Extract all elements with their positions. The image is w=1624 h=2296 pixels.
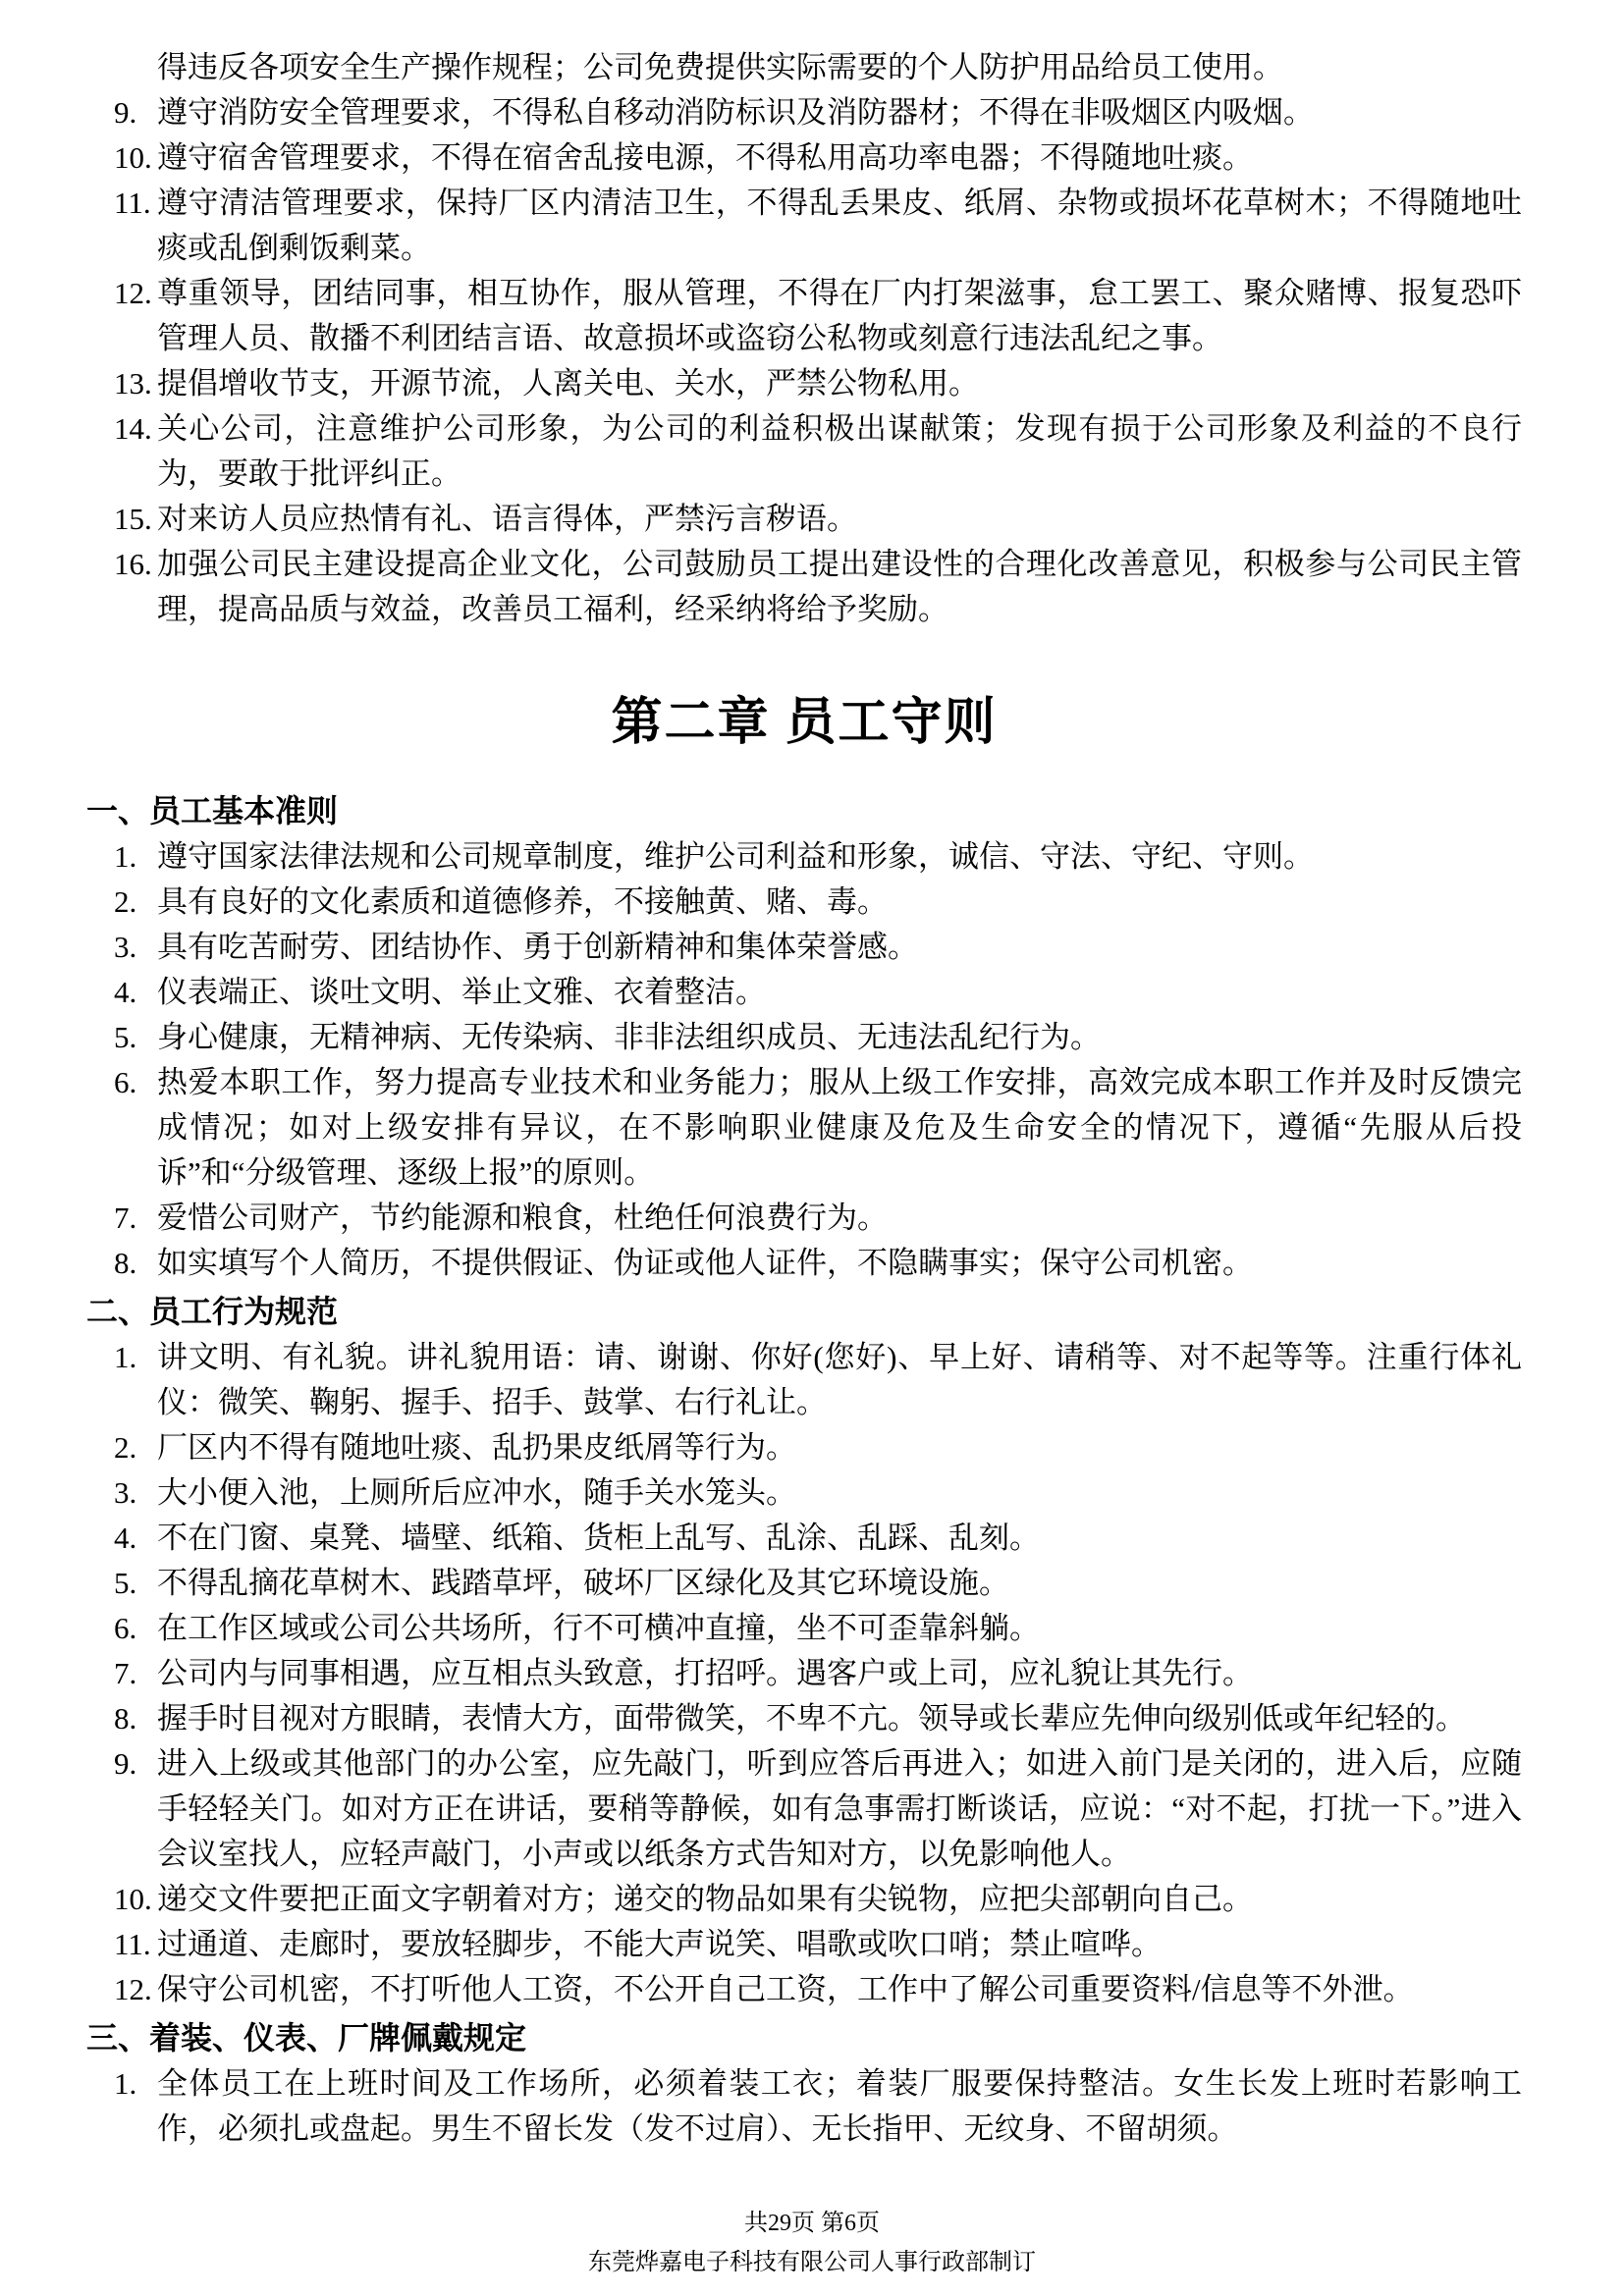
- item-number: 16.: [114, 547, 152, 581]
- item-text: 进入上级或其他部门的办公室，应先敲门，听到应答后再进入；如进入前门是关闭的，进入后，应随手轻轻关门。如对方正在讲话，要稍等静候，如有急事需打断谈话，应说：“对不起，打扰一下。”进入会议室找人，应轻声敲门，小声或以纸条方式告知对方，以免影响他人。: [157, 1746, 1522, 1871]
- list-item: [86, 2061, 1522, 2152]
- item-number: 7.: [114, 1656, 137, 1690]
- list-item: [86, 1241, 1522, 1286]
- item-text: 握手时目视对方眼睛，表情大方，面带微笑，不卑不亢。领导或长辈应先伸向级别低或年纪轻的。: [157, 1701, 1466, 1735]
- list-item: [86, 1335, 1522, 1425]
- list-item: [86, 925, 1522, 970]
- item-text: 爱惜公司财产，节约能源和粮食，杜绝任何浪费行为。: [157, 1201, 888, 1235]
- list-item-14: [86, 406, 1522, 497]
- item-number: 1.: [114, 1340, 137, 1374]
- list-item: [86, 1015, 1522, 1060]
- item-text: 仪表端正、谈吐文明、举止文雅、衣着整洁。: [157, 975, 766, 1009]
- list-item: [86, 1425, 1522, 1470]
- list-item: [86, 1606, 1522, 1651]
- list-item: [86, 880, 1522, 925]
- item-text: 过通道、走廊时，要放轻脚步，不能大声说笑、唱歌或吹口哨；禁止喧哗。: [157, 1927, 1162, 1961]
- item-text: 热爱本职工作，努力提高专业技术和业务能力；服从上级工作安排，高效完成本职工作并及时反馈完成情况；如对上级安排有异议，在不影响职业健康及危及生命安全的情况下，遵循“先服从后投诉”和“分级管理、逐级上报”的原则。: [157, 1065, 1522, 1190]
- item-number: 6.: [114, 1065, 137, 1099]
- item-number: 13.: [114, 366, 152, 400]
- item-number: 14.: [114, 411, 152, 446]
- item-number: 8.: [114, 1701, 137, 1735]
- item-number: 12.: [114, 276, 152, 310]
- item-number: 3.: [114, 1475, 137, 1510]
- list-item: [86, 1651, 1522, 1696]
- item-text: 公司内与同事相遇，应互相点头致意，打招呼。遇客户或上司，应礼貌让其先行。: [157, 1656, 1253, 1690]
- list-item-12: [86, 271, 1522, 361]
- item-text: 遵守消防安全管理要求，不得私自移动消防标识及消防器材；不得在非吸烟区内吸烟。: [157, 95, 1314, 130]
- item-number: 6.: [114, 1611, 137, 1645]
- list-item-15: [86, 497, 1522, 542]
- item-text: 讲文明、有礼貌。讲礼貌用语：请、谢谢、你好(您好)、早上好、请稍等、对不起等等。注重行体礼仪：微笑、鞠躬、握手、招手、鼓掌、右行礼让。: [157, 1340, 1522, 1419]
- list-item-16: [86, 542, 1522, 632]
- list-item-10: [86, 135, 1522, 181]
- item-text: 关心公司，注意维护公司形象，为公司的利益积极出谋献策；发现有损于公司形象及利益的不良行为，要敢于批评纠正。: [157, 411, 1522, 491]
- item-number: 4.: [114, 975, 137, 1009]
- item-number: 5.: [114, 1566, 137, 1600]
- item-text: 遵守清洁管理要求，保持厂区内清洁卫生，不得乱丢果皮、纸屑、杂物或损坏花草树木；不得随地吐痰或乱倒剩饭剩菜。: [157, 186, 1522, 265]
- item-number: 15.: [114, 502, 152, 536]
- item-text: 不在门窗、桌凳、墙壁、纸箱、货柜上乱写、乱涂、乱踩、乱刻。: [157, 1521, 1040, 1555]
- item-text: 加强公司民主建设提高企业文化，公司鼓励员工提出建设性的合理化改善意见，积极参与公司民主管理，提高品质与效益，改善员工福利，经采纳将给予奖励。: [157, 547, 1522, 626]
- list-item: [86, 1741, 1522, 1877]
- item-text: 具有良好的文化素质和道德修养，不接触黄、赌、毒。: [157, 884, 888, 919]
- item-text: 保守公司机密，不打听他人工资，不公开自己工资，工作中了解公司重要资料/信息等不外泄。: [157, 1972, 1414, 2006]
- item-number: 1.: [114, 2066, 137, 2101]
- item-number: 8.: [114, 1246, 137, 1280]
- list-item: [86, 1877, 1522, 1922]
- item-number: 11.: [114, 1927, 151, 1961]
- item-text: 提倡增收节支，开源节流，人离关电、关水，严禁公物私用。: [157, 366, 979, 400]
- item-text: 大小便入池，上厕所后应冲水，随手关水笼头。: [157, 1475, 796, 1510]
- section-heading-2: 二、员工行为规范: [86, 1294, 339, 1329]
- footer-issuer: 东莞烨嘉电子科技有限公司人事行政部制订: [588, 2250, 1036, 2275]
- item-text: 身心健康，无精神病、无传染病、非非法组织成员、无违法乱纪行为。: [157, 1020, 1101, 1054]
- item-text: 如实填写个人简历，不提供假证、伪证或他人证件，不隐瞒事实；保守公司机密。: [157, 1246, 1253, 1280]
- section-heading-3: 三、着装、仪表、厂牌佩戴规定: [86, 2020, 527, 2056]
- item-number: 4.: [114, 1521, 137, 1555]
- list-item: [86, 1561, 1522, 1606]
- item-text: 不得乱摘花草树木、践踏草坪，破坏厂区绿化及其它环境设施。: [157, 1566, 1009, 1600]
- item-number: 7.: [114, 1201, 137, 1235]
- item-number: 9.: [114, 95, 137, 130]
- item-number: 9.: [114, 1746, 137, 1781]
- list-item: [86, 1967, 1522, 2012]
- list-item: [86, 1696, 1522, 1741]
- item-text: 遵守宿舍管理要求，不得在宿舍乱接电源，不得私用高功率电器；不得随地吐痰。: [157, 140, 1253, 175]
- chapter-title: 第二章 员工守则: [611, 695, 998, 751]
- document-content: [86, 45, 1522, 2152]
- list-item: [86, 1470, 1522, 1516]
- item-text: 全体员工在上班时间及工作场所，必须着装工衣；着装厂服要保持整洁。女生长发上班时若影响工作，必须扎或盘起。男生不留长发（发不过肩）、无长指甲、无纹身、不留胡须。: [157, 2066, 1522, 2146]
- item-text: 具有吃苦耐劳、团结协作、勇于创新精神和集体荣誉感。: [157, 930, 918, 964]
- item-text: 遵守国家法律法规和公司规章制度，维护公司利益和形象，诚信、守法、守纪、守则。: [157, 839, 1314, 874]
- item-text: 厂区内不得有随地吐痰、乱扔果皮纸屑等行为。: [157, 1430, 796, 1465]
- item-number: 1.: [114, 839, 137, 874]
- item-number: 10.: [114, 1882, 152, 1916]
- list-item-13: [86, 361, 1522, 406]
- list-item: [86, 1196, 1522, 1241]
- footer-page-info: 共29页 第6页: [744, 2211, 880, 2236]
- list-item: [86, 1060, 1522, 1196]
- item-number: 2.: [114, 1430, 137, 1465]
- list-item-9: [86, 90, 1522, 135]
- item-number: 12.: [114, 1972, 152, 2006]
- list-item: [86, 1922, 1522, 1967]
- list-item: [86, 834, 1522, 880]
- list-item: [86, 1516, 1522, 1561]
- item-number: 11.: [114, 186, 151, 220]
- item-number: 2.: [114, 884, 137, 919]
- item-text: 对来访人员应热情有礼、语言得体，严禁污言秽语。: [157, 502, 857, 536]
- item-number: 5.: [114, 1020, 137, 1054]
- list-item-11: [86, 181, 1522, 271]
- section-heading-1: 一、员工基本准则: [86, 793, 339, 828]
- list-item: [86, 970, 1522, 1015]
- item-number: 3.: [114, 930, 137, 964]
- item-text: 尊重领导，团结同事，相互协作，服从管理，不得在厂内打架滋事，怠工罢工、聚众赌博、报复恐吓管理人员、散播不利团结言语、故意损坏或盗窃公私物或刻意行违法乱纪之事。: [157, 276, 1522, 355]
- item-text: 递交文件要把正面文字朝着对方；递交的物品如果有尖锐物，应把尖部朝向自己。: [157, 1882, 1253, 1916]
- continuation-line: 得违反各项安全生产操作规程；公司免费提供实际需要的个人防护用品给员工使用。: [157, 50, 1283, 84]
- page-footer: [0, 2204, 1624, 2282]
- item-number: 10.: [114, 140, 152, 175]
- item-text: 在工作区域或公司公共场所，行不可横冲直撞，坐不可歪靠斜躺。: [157, 1611, 1040, 1645]
